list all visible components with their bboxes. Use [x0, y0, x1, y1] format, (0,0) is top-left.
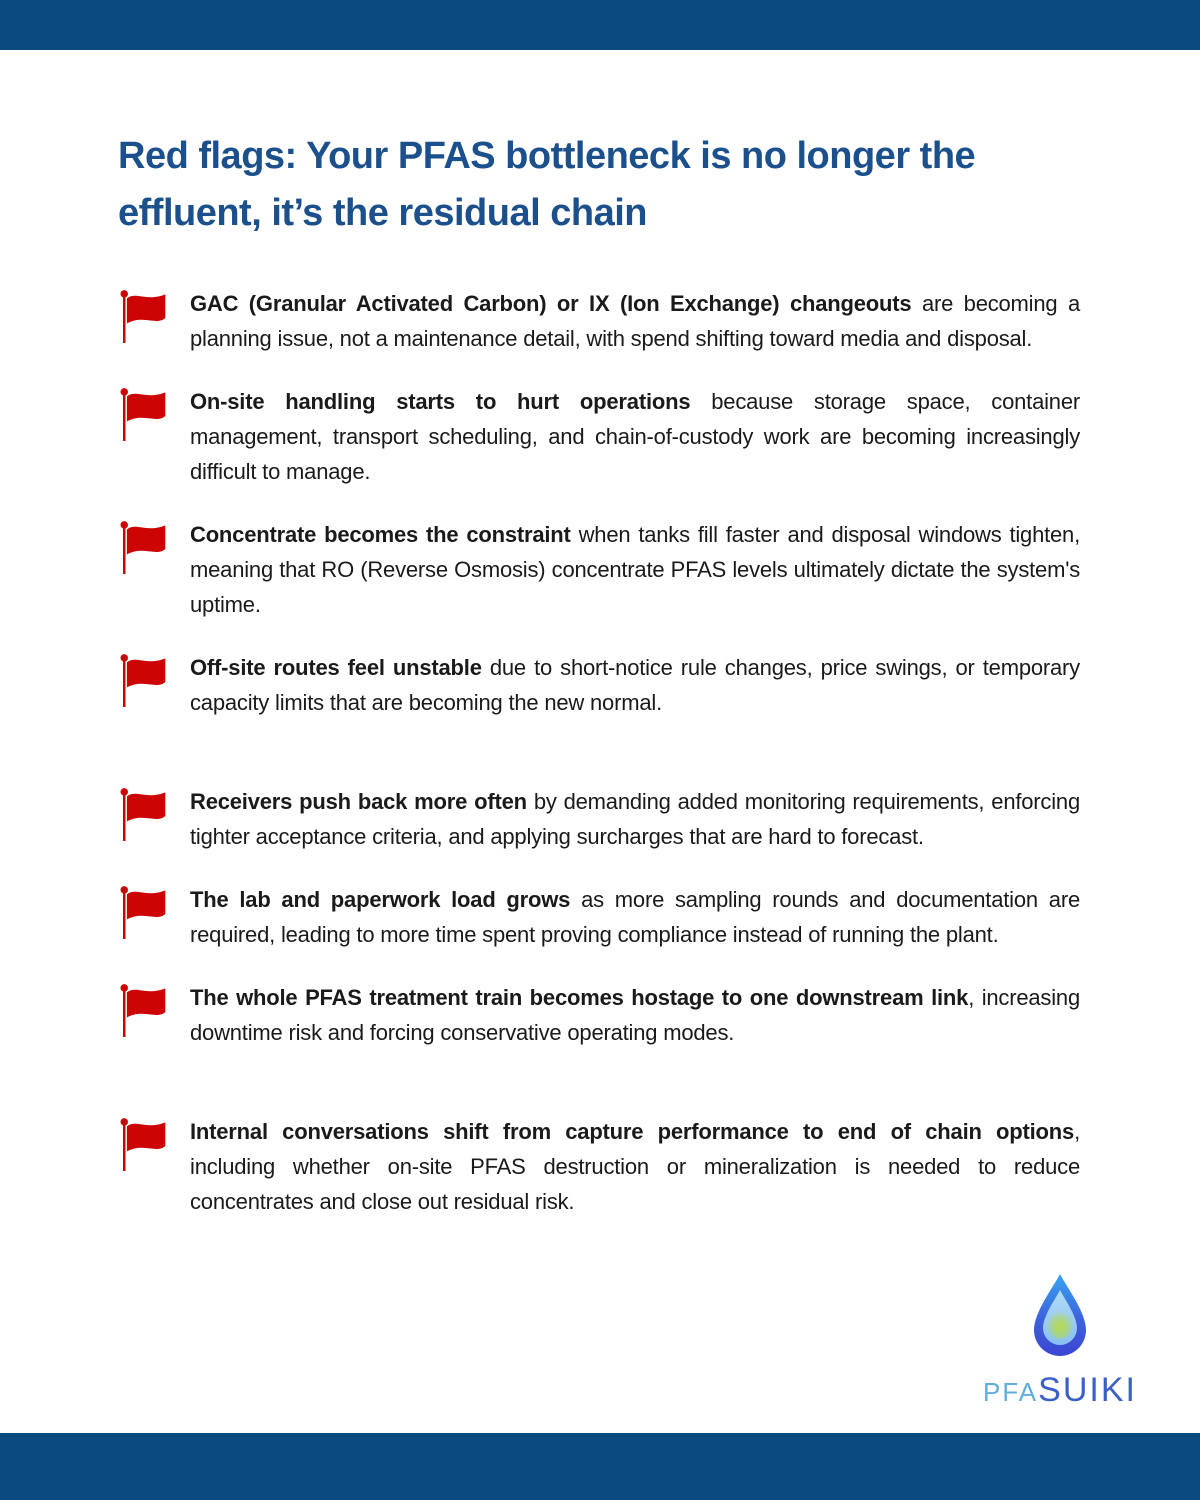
list-item	[118, 784, 1080, 854]
list-item	[118, 1114, 1080, 1219]
red-flag-list	[118, 286, 1080, 1219]
item-text	[190, 882, 1080, 952]
bottom-bar	[0, 1433, 1200, 1500]
list-item	[118, 286, 1080, 356]
item-body: , increasing downtime risk and forcing conservative operating modes.	[190, 985, 1080, 1045]
page-title-line-2: effluent, it’s the residual chain	[118, 192, 647, 234]
item-text	[190, 286, 1080, 356]
item-lead: Off-site routes feel unstable	[190, 655, 482, 680]
item-lead: Concentrate becomes the constraint	[190, 522, 571, 547]
item-body: due to short-notice rule changes, price swings, or temporary capacity limits that are becoming the new normal.	[190, 655, 1080, 715]
red-flag-icon	[118, 650, 190, 714]
logo-text-pfa: PFA	[983, 1377, 1039, 1407]
item-text	[190, 517, 1080, 622]
list-item	[118, 650, 1080, 720]
item-lead: Receivers push back more often	[190, 789, 527, 814]
list-item	[118, 980, 1080, 1050]
red-flag-icon	[118, 384, 190, 448]
item-lead: The lab and paperwork load grows	[190, 887, 571, 912]
item-text	[190, 980, 1080, 1050]
list-item	[118, 384, 1080, 489]
item-body: because storage space, container management, transport scheduling, and chain-of-custody work are becoming increasingly difficult to manage.	[190, 389, 1080, 484]
item-text	[190, 384, 1080, 489]
item-body: are becoming a planning issue, not a maintenance detail, with spend shifting toward media and disposal.	[190, 291, 1080, 351]
item-lead: The whole PFAS treatment train becomes hostage to one downstream link	[190, 985, 969, 1010]
red-flag-icon	[118, 980, 190, 1044]
logo-wordmark	[983, 1371, 1137, 1410]
item-text	[190, 650, 1080, 720]
item-body: when tanks fill faster and disposal windows tighten, meaning that RO (Reverse Osmosis) concentrate PFAS levels ultimately dictate the system's uptime.	[190, 522, 1081, 617]
red-flag-icon	[118, 882, 190, 946]
list-item	[118, 882, 1080, 952]
main-content	[0, 50, 1200, 1247]
red-flag-icon	[118, 517, 190, 581]
page-title-line-1: Red flags: Your PFAS bottleneck is no longer the	[118, 135, 976, 177]
water-drop-icon	[1027, 1272, 1093, 1365]
pfasuiki-logo	[960, 1272, 1160, 1410]
item-body: , including whether on-site PFAS destruction or mineralization is needed to reduce concentrates and close out residual risk.	[190, 1119, 1080, 1214]
item-body: as more sampling rounds and documentation are required, leading to more time spent proving compliance instead of running the plant.	[190, 887, 1080, 947]
item-text	[190, 784, 1080, 854]
item-lead: Internal conversations shift from capture performance to end of chain options	[190, 1119, 1075, 1144]
red-flag-icon	[118, 286, 190, 350]
page-title	[118, 128, 1080, 242]
logo-text-suiki: SUIKI	[1038, 1371, 1137, 1409]
red-flag-icon	[118, 1114, 190, 1178]
item-text	[190, 1114, 1080, 1219]
item-lead: GAC (Granular Activated Carbon) or IX (Ion Exchange) changeouts	[190, 291, 912, 316]
item-lead: On-site handling starts to hurt operations	[190, 389, 691, 414]
item-body: by demanding added monitoring requirements, enforcing tighter acceptance criteria, and applying surcharges that are hard to forecast.	[190, 789, 1080, 849]
list-item	[118, 517, 1080, 622]
red-flag-icon	[118, 784, 190, 848]
top-bar	[0, 0, 1200, 50]
